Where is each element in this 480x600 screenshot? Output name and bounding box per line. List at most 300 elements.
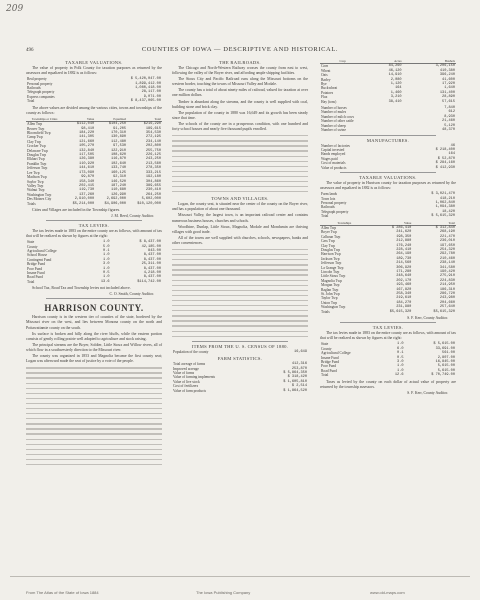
row-label: Corn (321, 64, 329, 69)
row-value: 17,920 (442, 82, 455, 87)
row-label: Clay Twp (321, 243, 335, 248)
row-value: 42,185.00 (141, 244, 161, 249)
paragraph: All of the towns are well supplied with churches, schools, newspapers, banks and other conveniences. (172, 235, 308, 245)
row-value: 18,420 (442, 209, 455, 214)
table-row (320, 100, 456, 104)
row-label: Des Moines City (27, 197, 52, 202)
paragraph: The population of the county in 1880 was 16,649 and its growth has been steady since that time. (172, 110, 308, 120)
row-value: 102,640 (110, 161, 127, 166)
row-value: $4,906,000 (104, 201, 127, 206)
paragraph: The tax levies made in 1883 on the entire county are as follows, with amount of tax that will be realized as shown by figures at the right: (26, 229, 162, 239)
row-value: 187,240 (110, 183, 127, 188)
row-label: Poor Fund (321, 364, 337, 369)
row-label: State (27, 240, 35, 245)
row-value: 6.0 (397, 346, 404, 351)
row-value: 122,910 (110, 148, 127, 153)
row-label: Douglas Twp (321, 248, 341, 252)
row-value: 121,660 (79, 139, 95, 144)
row-label: Total (321, 214, 329, 219)
row-value: 2,910,000 (74, 197, 95, 202)
paragraph: The principal streams are the Boyer, Soldier, Little Sioux and Willow rivers, all of which flow in a southwesterly direction to the Missouri river. (26, 342, 162, 352)
column-middle (172, 58, 308, 393)
table-row (172, 389, 308, 393)
row-value: 255,750 (145, 148, 161, 153)
row-value: 13.6 (100, 279, 110, 284)
levies-table (320, 342, 456, 377)
row-label: Douglas Twp (27, 153, 47, 158)
row-label: Madison Twp (27, 175, 47, 180)
row-value: 8,437.00 (143, 257, 161, 262)
row-value: 146,520 (110, 179, 127, 184)
row-value: 202,415 (79, 183, 95, 188)
row-value: 184,270 (396, 300, 412, 305)
row-label: Oats (321, 73, 328, 78)
row-value: $ 5,864,350 (283, 370, 307, 375)
row-value: 248,640 (396, 274, 412, 279)
row-value: 2,807.00 (437, 355, 455, 360)
row-label: St. John Twp (321, 292, 340, 297)
row-value: 234,140 (145, 139, 161, 144)
row-label: Insane Fund (321, 355, 339, 360)
row-label: Contingent Fund (27, 257, 52, 262)
row-value: 116,870 (110, 157, 127, 162)
row-value: 264,190 (396, 252, 412, 257)
footer-publisher: The Iowa Publishing Company (196, 590, 251, 595)
row-value: 306,920 (396, 265, 412, 270)
row-value: $ 5,615,320 (431, 214, 455, 219)
row-label: Railroads (321, 205, 335, 210)
page-number: 496 (26, 48, 34, 53)
row-label: Improved acreage (173, 366, 199, 371)
row-value: 219,610 (396, 296, 412, 301)
row-label: Town lots (321, 196, 336, 201)
row-value: $ 1,864,520 (283, 388, 307, 393)
row-value: 16,845.00 (435, 359, 455, 364)
county-description (26, 315, 162, 364)
table-row (172, 350, 308, 354)
paragraph: Cities and Villages are included in the Township figures. (32, 207, 121, 212)
row-value: 5,615.00 (437, 368, 455, 373)
row-label: Cost of fertilizers (173, 384, 199, 389)
paragraph: Taxes as levied by the county on each dollar of actual value of property are returned by the township assessors. (320, 379, 456, 389)
row-value: 278,350 (145, 166, 161, 171)
row-value: $ 8,437,065.00 (130, 99, 161, 104)
row-value: 3,206,150 (435, 64, 455, 69)
row-value: 241,620 (396, 230, 412, 235)
row-value: 257,640 (439, 305, 455, 310)
row-label: Real property (27, 77, 47, 82)
row-label: Union Twp (321, 300, 338, 305)
row-value: $5,615,320 (433, 309, 455, 314)
row-value: $112,040 (76, 122, 95, 127)
row-value: 28,890 (442, 95, 455, 100)
row-value: $ 218,400 (435, 147, 455, 152)
row-label: Saylor Twp (27, 179, 44, 184)
row-value: 412,316 (291, 362, 307, 367)
row-value: 190,420 (439, 270, 455, 275)
row-value: 92,310 (113, 175, 127, 180)
row-value: $216,290 (143, 122, 161, 127)
row-value: 228,410 (396, 248, 412, 252)
row-label: Insane Fund (27, 271, 45, 276)
row-label: Telegraph property (321, 209, 349, 214)
row-value: 3,210 (390, 95, 402, 100)
row-value: 108,620 (110, 153, 127, 158)
row-label: County (27, 244, 38, 249)
row-label: Bridge Fund (27, 262, 46, 267)
row-value: 1.0 (397, 368, 404, 373)
row-value: 1,120 (390, 82, 402, 87)
column-header: Townships or Cities (26, 117, 63, 122)
row-value: 1.0 (397, 364, 404, 369)
row-label: Jackson Twp (321, 256, 340, 261)
row-value: 213,560 (145, 161, 161, 166)
row-value: 141,305 (79, 135, 95, 140)
row-value: 186,310 (439, 287, 455, 292)
row-value: 14,910 (388, 73, 402, 78)
row-value: 3.0 (397, 359, 404, 364)
paragraph: The tax levies made in 1883 on the entire county are as follows, with amount of tax that will be realized as shown by figures at the right: (320, 331, 456, 341)
row-label: Allen Twp (27, 122, 43, 127)
row-value: 258,340 (396, 292, 412, 297)
valuation-table (320, 192, 456, 218)
row-value: $ 5,420,047.00 (130, 77, 161, 82)
paragraph: Woodbine, Dunlap, Little Sioux, Magnolia, Modale and Mondamin are thriving villages with good trade. (172, 224, 308, 234)
row-value: 333,215 (145, 170, 161, 175)
row-value: 193,460 (396, 283, 412, 288)
row-label: Bloomfield Twp (27, 131, 51, 136)
row-label: Taylor Twp (321, 296, 338, 301)
section-heading: TAX LEVIES. (78, 223, 110, 229)
row-value: 202,800 (145, 144, 161, 149)
row-value: 253,870 (291, 366, 307, 371)
section-heading: ITEMS FROM THE U. S. CENSUS OF 1880. (191, 343, 289, 349)
row-value: $5,615,320 (389, 309, 412, 314)
row-label: Boyer Twp (321, 230, 337, 235)
row-value: 171,280 (396, 270, 412, 275)
row-value: 561.00 (442, 351, 455, 356)
row-value: 1,460 (390, 90, 402, 95)
row-label: Franklin Twp (27, 161, 47, 166)
row-label: Hay (tons) (321, 99, 337, 104)
row-value: $ 286,410 (391, 225, 412, 230)
row-value: 38,410 (388, 99, 402, 104)
table-row (320, 214, 456, 218)
running-head: COUNTIES OF IOWA — DESCRIPTIVE AND HISTORICAL. (141, 46, 339, 53)
table-row (320, 128, 456, 132)
row-value: $ 3,021,470 (431, 192, 455, 197)
section-heading: TAXABLE VALUATIONS. (65, 60, 123, 65)
row-value: 126,380 (79, 157, 95, 162)
paragraph: The county was organized in 1853 and Magnolia became the first county seat; Logan was afterward made the seat of justice by a vote of the people. (26, 354, 162, 364)
row-label: Totals (27, 201, 36, 206)
row-value: 236,010 (439, 239, 455, 244)
row-label: Personal property (27, 81, 53, 86)
row-value: 137,260 (79, 192, 95, 197)
row-label: Number of swine (321, 128, 346, 133)
row-value: 1.0 (397, 342, 404, 347)
row-value: 8,437.00 (143, 266, 161, 271)
row-value: 98,410 (81, 126, 95, 131)
paragraph: Its surface is broken and hilly along the river bluffs, while the eastern portion consists of gently rolling prairie well adapted to agriculture and stock raising. (26, 331, 162, 341)
row-value: $ 1,605,810 (283, 379, 307, 384)
row-label: Number of milch cows (321, 114, 355, 119)
section-heading: TAX LEVIES. (372, 325, 404, 331)
row-value: 197,650 (439, 243, 455, 248)
row-value: 1,094,380 (435, 205, 455, 210)
divider (340, 172, 436, 173)
row-value: 418,210 (439, 196, 455, 201)
row-value: 12.6 (394, 373, 404, 378)
row-label: Harrison Twp (321, 252, 341, 257)
row-label: Raglan Twp (321, 287, 339, 292)
row-label: Lincoln Twp (321, 270, 340, 275)
row-value: 226,125 (145, 153, 161, 158)
paragraph: The above values are divided among the various cities, towns and townships of the county as follows: (26, 105, 162, 115)
row-value: $ 312,840 (435, 225, 455, 230)
row-value: 286,720 (439, 292, 455, 297)
row-value: 0.5 (103, 271, 110, 276)
row-value: 2,080 (390, 77, 402, 82)
paragraph: The Sioux City and Pacific Railroad runs along the Missouri bottoms on the western border, touching the towns of Missouri Valley and Modale. (172, 77, 308, 87)
row-label: Potatoes (321, 90, 334, 95)
column-header: Total (412, 221, 456, 226)
row-label: Population of the county (173, 349, 209, 354)
row-label: Wages paid (321, 156, 338, 161)
manufactures-table (320, 144, 456, 170)
row-value: 164 (395, 86, 402, 91)
row-label: Beaver Twp (27, 126, 45, 131)
row-value: 16,649 (294, 349, 307, 354)
row-label: Jefferson Twp (321, 261, 342, 266)
auditor-signature: C. O. Smith, County Auditor. (109, 292, 154, 297)
row-label: Value of farm products (173, 388, 207, 393)
row-value: $ 318,420 (287, 375, 307, 380)
paragraph: The schools of the county are in a prosperous condition, with one hundred and forty school houses and nearly five thousand pupils enrolled. (172, 121, 308, 132)
row-value: $ 5,615.00 (433, 342, 455, 347)
row-value: 341,580 (439, 265, 455, 270)
row-value: 221,470 (439, 234, 455, 239)
row-label: Number of mules (321, 110, 347, 115)
row-value: 126,990 (110, 192, 127, 197)
row-value: 8,437.00 (143, 275, 161, 280)
row-value: 243,250 (145, 157, 161, 162)
row-value: $ 2,514 (291, 384, 307, 389)
divider (340, 322, 436, 323)
auditor-signature: J. M. Reed, County Auditor. (111, 214, 154, 219)
row-label: Lee Twp (27, 170, 40, 175)
row-value: 46,120 (388, 68, 402, 73)
row-label: Totals (321, 309, 330, 314)
row-value: 170,310 (110, 131, 127, 136)
section-heading: THE RAILROADS. (219, 60, 261, 65)
row-value: 48,370 (442, 128, 455, 133)
row-value: 25,311.00 (141, 262, 161, 267)
row-value: 57,615 (442, 99, 455, 104)
paragraph: Timber is abundant along the streams, and the county is well supplied with coal, building stone and brick clay. (172, 99, 308, 109)
row-value: 8,930 (444, 114, 455, 119)
row-label: Valley Twp (27, 183, 44, 188)
row-value: $114,742.00 (137, 279, 161, 284)
row-label: Road Fund (321, 368, 337, 373)
row-label: County (321, 346, 332, 351)
row-value: 1,062,840 (435, 200, 455, 205)
divider (340, 135, 436, 136)
row-label: Morgan Twp (321, 283, 340, 288)
column-right (320, 58, 456, 578)
row-label: Personal property (321, 200, 347, 205)
text-block (172, 66, 308, 132)
row-label: Allen Twp (321, 225, 337, 230)
row-value: 843.00 (148, 249, 161, 254)
footer-source: From The Atlas of the State of Iowa 1884 (26, 590, 99, 595)
row-value: 91,205 (113, 126, 127, 131)
levies-table (26, 240, 162, 284)
row-value: 264,250 (145, 192, 161, 197)
row-label: Cost of materials (321, 161, 346, 166)
row-label: Cass Twp (321, 239, 335, 244)
row-label: Total (321, 373, 329, 378)
row-value: 1.0 (103, 253, 110, 258)
row-value: 41,600 (442, 77, 455, 82)
column-header: Crop (320, 59, 365, 64)
divider (46, 298, 142, 299)
row-label: Agricultural College (321, 351, 351, 356)
row-value: 1.0 (103, 257, 110, 262)
text-block (172, 202, 308, 246)
row-value: 4,218.00 (143, 271, 161, 276)
row-label: Total acreage of farms (173, 362, 206, 367)
crops-table (320, 59, 456, 104)
row-label: Railroads (27, 86, 41, 90)
row-value: 238,140 (439, 261, 455, 266)
row-value: 110,680 (110, 188, 127, 193)
row-value: 167,820 (396, 287, 412, 292)
census-table (172, 350, 308, 354)
row-value: 117,505 (79, 153, 95, 158)
row-value: 410,380 (439, 68, 455, 73)
row-value: 0.1 (103, 249, 110, 254)
row-label: Number of other cattle (321, 119, 354, 124)
row-label: Poor Fund (27, 266, 43, 271)
auditor-signature: S. F. Kerr, County Auditor. (407, 316, 448, 321)
row-value: $ 8,437.00 (139, 240, 161, 245)
row-label: Delaware Twp (27, 148, 48, 153)
column-header: Total (127, 117, 162, 122)
row-value: 112,480 (110, 139, 127, 144)
section-heading: TAXABLE VALUATIONS. (359, 174, 417, 180)
table-row (320, 166, 456, 170)
row-value: 33,691.00 (435, 346, 455, 351)
row-value: 272,195 (145, 135, 161, 140)
row-value: 198,350 (396, 234, 412, 239)
row-value: 173,090 (79, 170, 95, 175)
row-value: 5,602,000 (141, 197, 161, 202)
row-value: 230,410 (145, 188, 161, 193)
row-value: 46 (450, 143, 455, 148)
row-label: Total (27, 279, 35, 284)
row-label: Flax (321, 95, 328, 100)
row-value: 304,860 (145, 179, 161, 184)
row-value: 105,270 (79, 144, 95, 149)
township-table (26, 117, 162, 206)
column-left (26, 58, 162, 578)
row-value: 97,530 (113, 144, 127, 149)
row-value: 189,615 (145, 126, 161, 131)
row-value: 9,071.00 (143, 94, 161, 99)
footer-url: www.old-maps.com (370, 590, 405, 595)
row-value: 1,080,418.00 (135, 86, 161, 90)
section-heading: TOWNS AND VILLAGES. (211, 196, 269, 202)
row-label: Number of horses (321, 106, 347, 111)
row-value: 5,120 (444, 123, 455, 128)
row-label: Telegraph property (27, 90, 55, 95)
township-table (320, 221, 456, 315)
column-header: Value (369, 221, 413, 226)
paragraph: School Tax, Road Tax and Township levies not included above. (32, 286, 131, 291)
column-header: Bushels (403, 59, 456, 64)
row-label: Little Sioux Twp (321, 274, 346, 279)
row-label: Jefferson Twp (27, 166, 48, 171)
section-heading: MANUFACTURES. (366, 137, 410, 143)
row-label: Value of farms (173, 370, 195, 375)
row-label: Magnolia Twp (321, 278, 342, 283)
column-header: Acres (365, 59, 402, 64)
row-value: 192,180 (145, 175, 161, 180)
row-value: 84,260 (388, 64, 402, 69)
row-label: Washington Twp (27, 192, 52, 197)
row-value: 389,655 (145, 183, 161, 188)
row-value: 164 (448, 152, 455, 157)
row-value: 133,740 (110, 166, 127, 171)
row-label: School House (27, 253, 48, 258)
row-value: 212,880 (396, 239, 412, 244)
row-value: 214,560 (396, 261, 412, 266)
auditor-signature: S. F. Kerr, County Auditor. (407, 390, 448, 395)
paragraph: Logan, the county seat, is situated near the center of the county on the Boyer river, and has a population of about one thousand. (172, 202, 308, 212)
row-value: 8,437.00 (143, 253, 161, 258)
row-value: 7,840 (444, 106, 455, 111)
row-value: 254,320 (439, 248, 455, 252)
row-value: 202,170 (396, 278, 412, 283)
stock-table (320, 106, 456, 132)
row-label: Clay Twp (27, 139, 41, 144)
row-value: $ 284,160 (435, 161, 455, 166)
row-value: 160,125 (110, 170, 127, 175)
row-label: Hands employed (321, 152, 346, 157)
row-label: Calhoun Twp (321, 234, 341, 239)
table-row (26, 197, 162, 201)
row-value: 0.1 (397, 351, 404, 356)
row-value: $10,120,000 (137, 201, 161, 206)
table-row (26, 99, 162, 103)
row-label: Wheat (321, 68, 331, 73)
paragraph: The Chicago and North-Western Railway crosses the county from east to west, following the valley of the Boyer river, and affording ample shipping facilities. (172, 66, 308, 76)
row-value: 268,190 (439, 230, 455, 235)
section-heading: FARM STATISTICS. (217, 356, 263, 362)
row-label: Rye (321, 82, 327, 87)
paragraph: Harrison county is in the western tier of counties of the state, bordered by the Missouri river on the west, and lies between Monona county on the north and Pottawattamie county on the south. (26, 315, 162, 330)
divider (192, 341, 288, 342)
row-label: Capital invested (321, 147, 345, 152)
row-value: $ 70,749.00 (431, 373, 455, 378)
row-label: Camp Twp (27, 135, 43, 140)
row-value: 189,730 (396, 256, 412, 261)
paragraph: The value of property in Polk County for taxation purposes as returned by the assessors and equalized in 1882 is as follows: (26, 66, 162, 76)
row-value: 2,692,000 (106, 197, 127, 202)
table-row (320, 310, 456, 314)
valuation-table (26, 77, 162, 103)
